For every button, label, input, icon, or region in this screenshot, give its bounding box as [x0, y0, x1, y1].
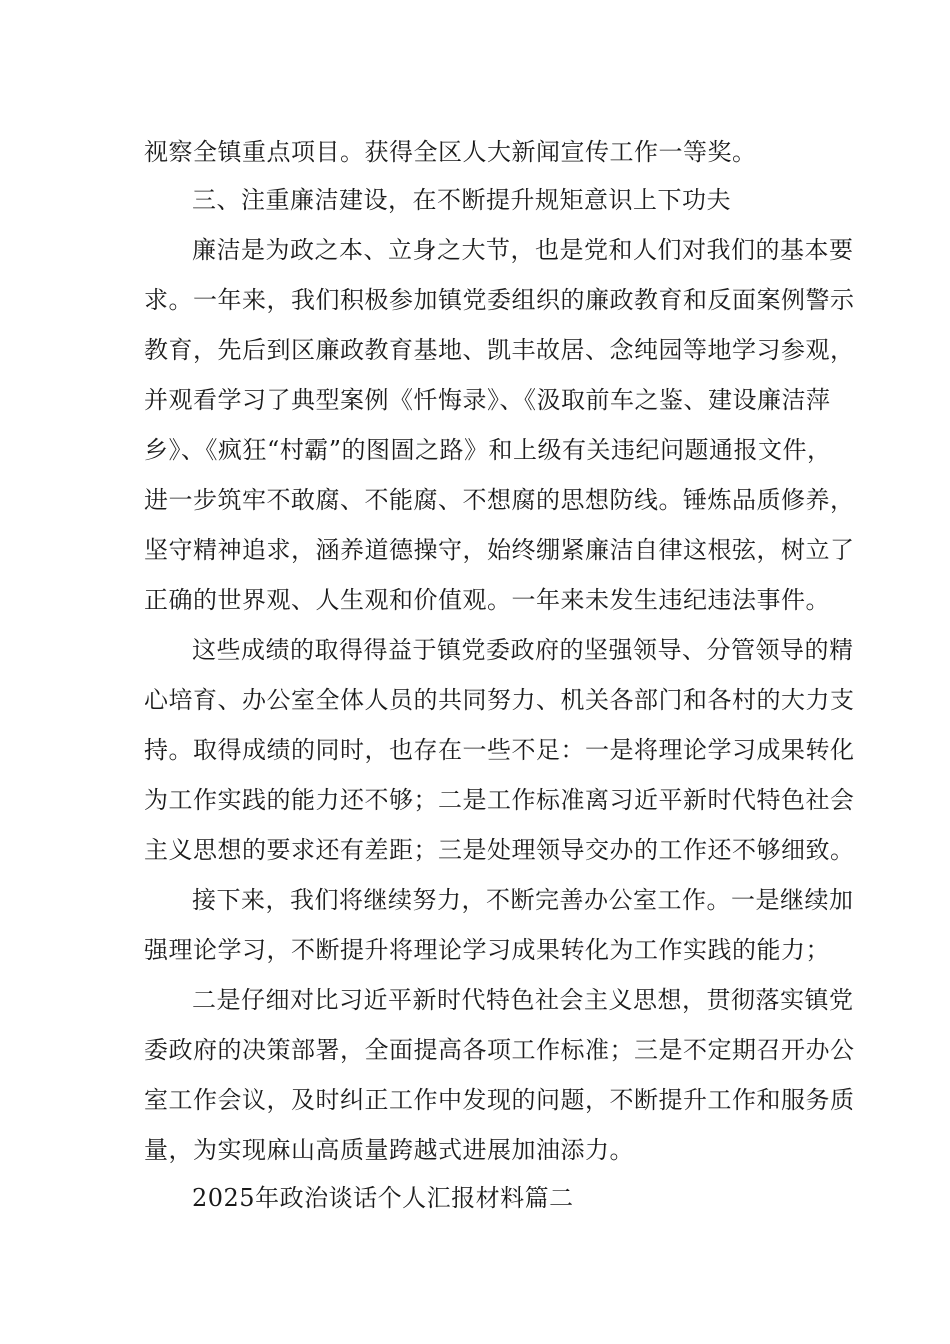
text-line: 接下来，我们将继续努力，不断完善办公室工作。一是继续加	[192, 886, 854, 914]
text-line: 坚守精神追求，涵养道德操守，始终绷紧廉洁自律这根弦，树立了	[144, 536, 855, 564]
text-line: 强理论学习，不断提升将理论学习成果转化为工作实践的能力；	[144, 936, 830, 964]
text-line: 进一步筑牢不敢腐、不能腐、不想腐的思想防线。锤炼品质修养，	[144, 486, 855, 514]
text-line: 廉洁是为政之本、立身之大节，也是党和人们对我们的基本要	[192, 236, 854, 264]
text-line: 为工作实践的能力还不够；二是工作标准离习近平新时代特色社会	[144, 786, 855, 814]
text-line: 正确的世界观、人生观和价值观。一年来未发生违纪违法事件。	[144, 586, 830, 614]
text-line: 二是仔细对比习近平新时代特色社会主义思想，贯彻落实镇党	[192, 986, 854, 1014]
text-line: 委政府的决策部署，全面提高各项工作标准；三是不定期召开办公	[144, 1036, 855, 1064]
text-line: 求。一年来，我们积极参加镇党委组织的廉政教育和反面案例警示	[144, 286, 855, 314]
section-heading: 三、注重廉洁建设，在不断提升规矩意识上下功夫	[192, 186, 731, 214]
text-line: 并观看学习了典型案例《忏悔录》、《汲取前车之鉴、建设廉洁萍	[144, 386, 831, 414]
text-line: 视察全镇重点项目。获得全区人大新闻宣传工作一等奖。	[144, 138, 757, 166]
text-line: 乡》、《疯狂“村霸”的图圄之路》和上级有关违纪问题通报文件，	[144, 436, 832, 464]
text-line: 这些成绩的取得得益于镇党委政府的坚强领导、分管领导的精	[192, 636, 854, 664]
document-subtitle: 2025年政治谈话个人汇报材料篇二	[192, 1184, 574, 1212]
text-line: 室工作会议，及时纠正工作中发现的问题，不断提升工作和服务质	[144, 1086, 855, 1114]
text-line: 量，为实现麻山高质量跨越式进展加油添力。	[144, 1136, 634, 1164]
text-line: 持。取得成绩的同时，也存在一些不足：一是将理论学习成果转化	[144, 736, 855, 764]
text-line: 教育，先后到区廉政教育基地、凯丰故居、念纯园等地学习参观，	[144, 336, 855, 364]
text-line: 心培育、办公室全体人员的共同努力、机关各部门和各村的大力支	[144, 686, 855, 714]
text-line: 主义思想的要求还有差距；三是处理领导交办的工作还不够细致。	[144, 836, 855, 864]
